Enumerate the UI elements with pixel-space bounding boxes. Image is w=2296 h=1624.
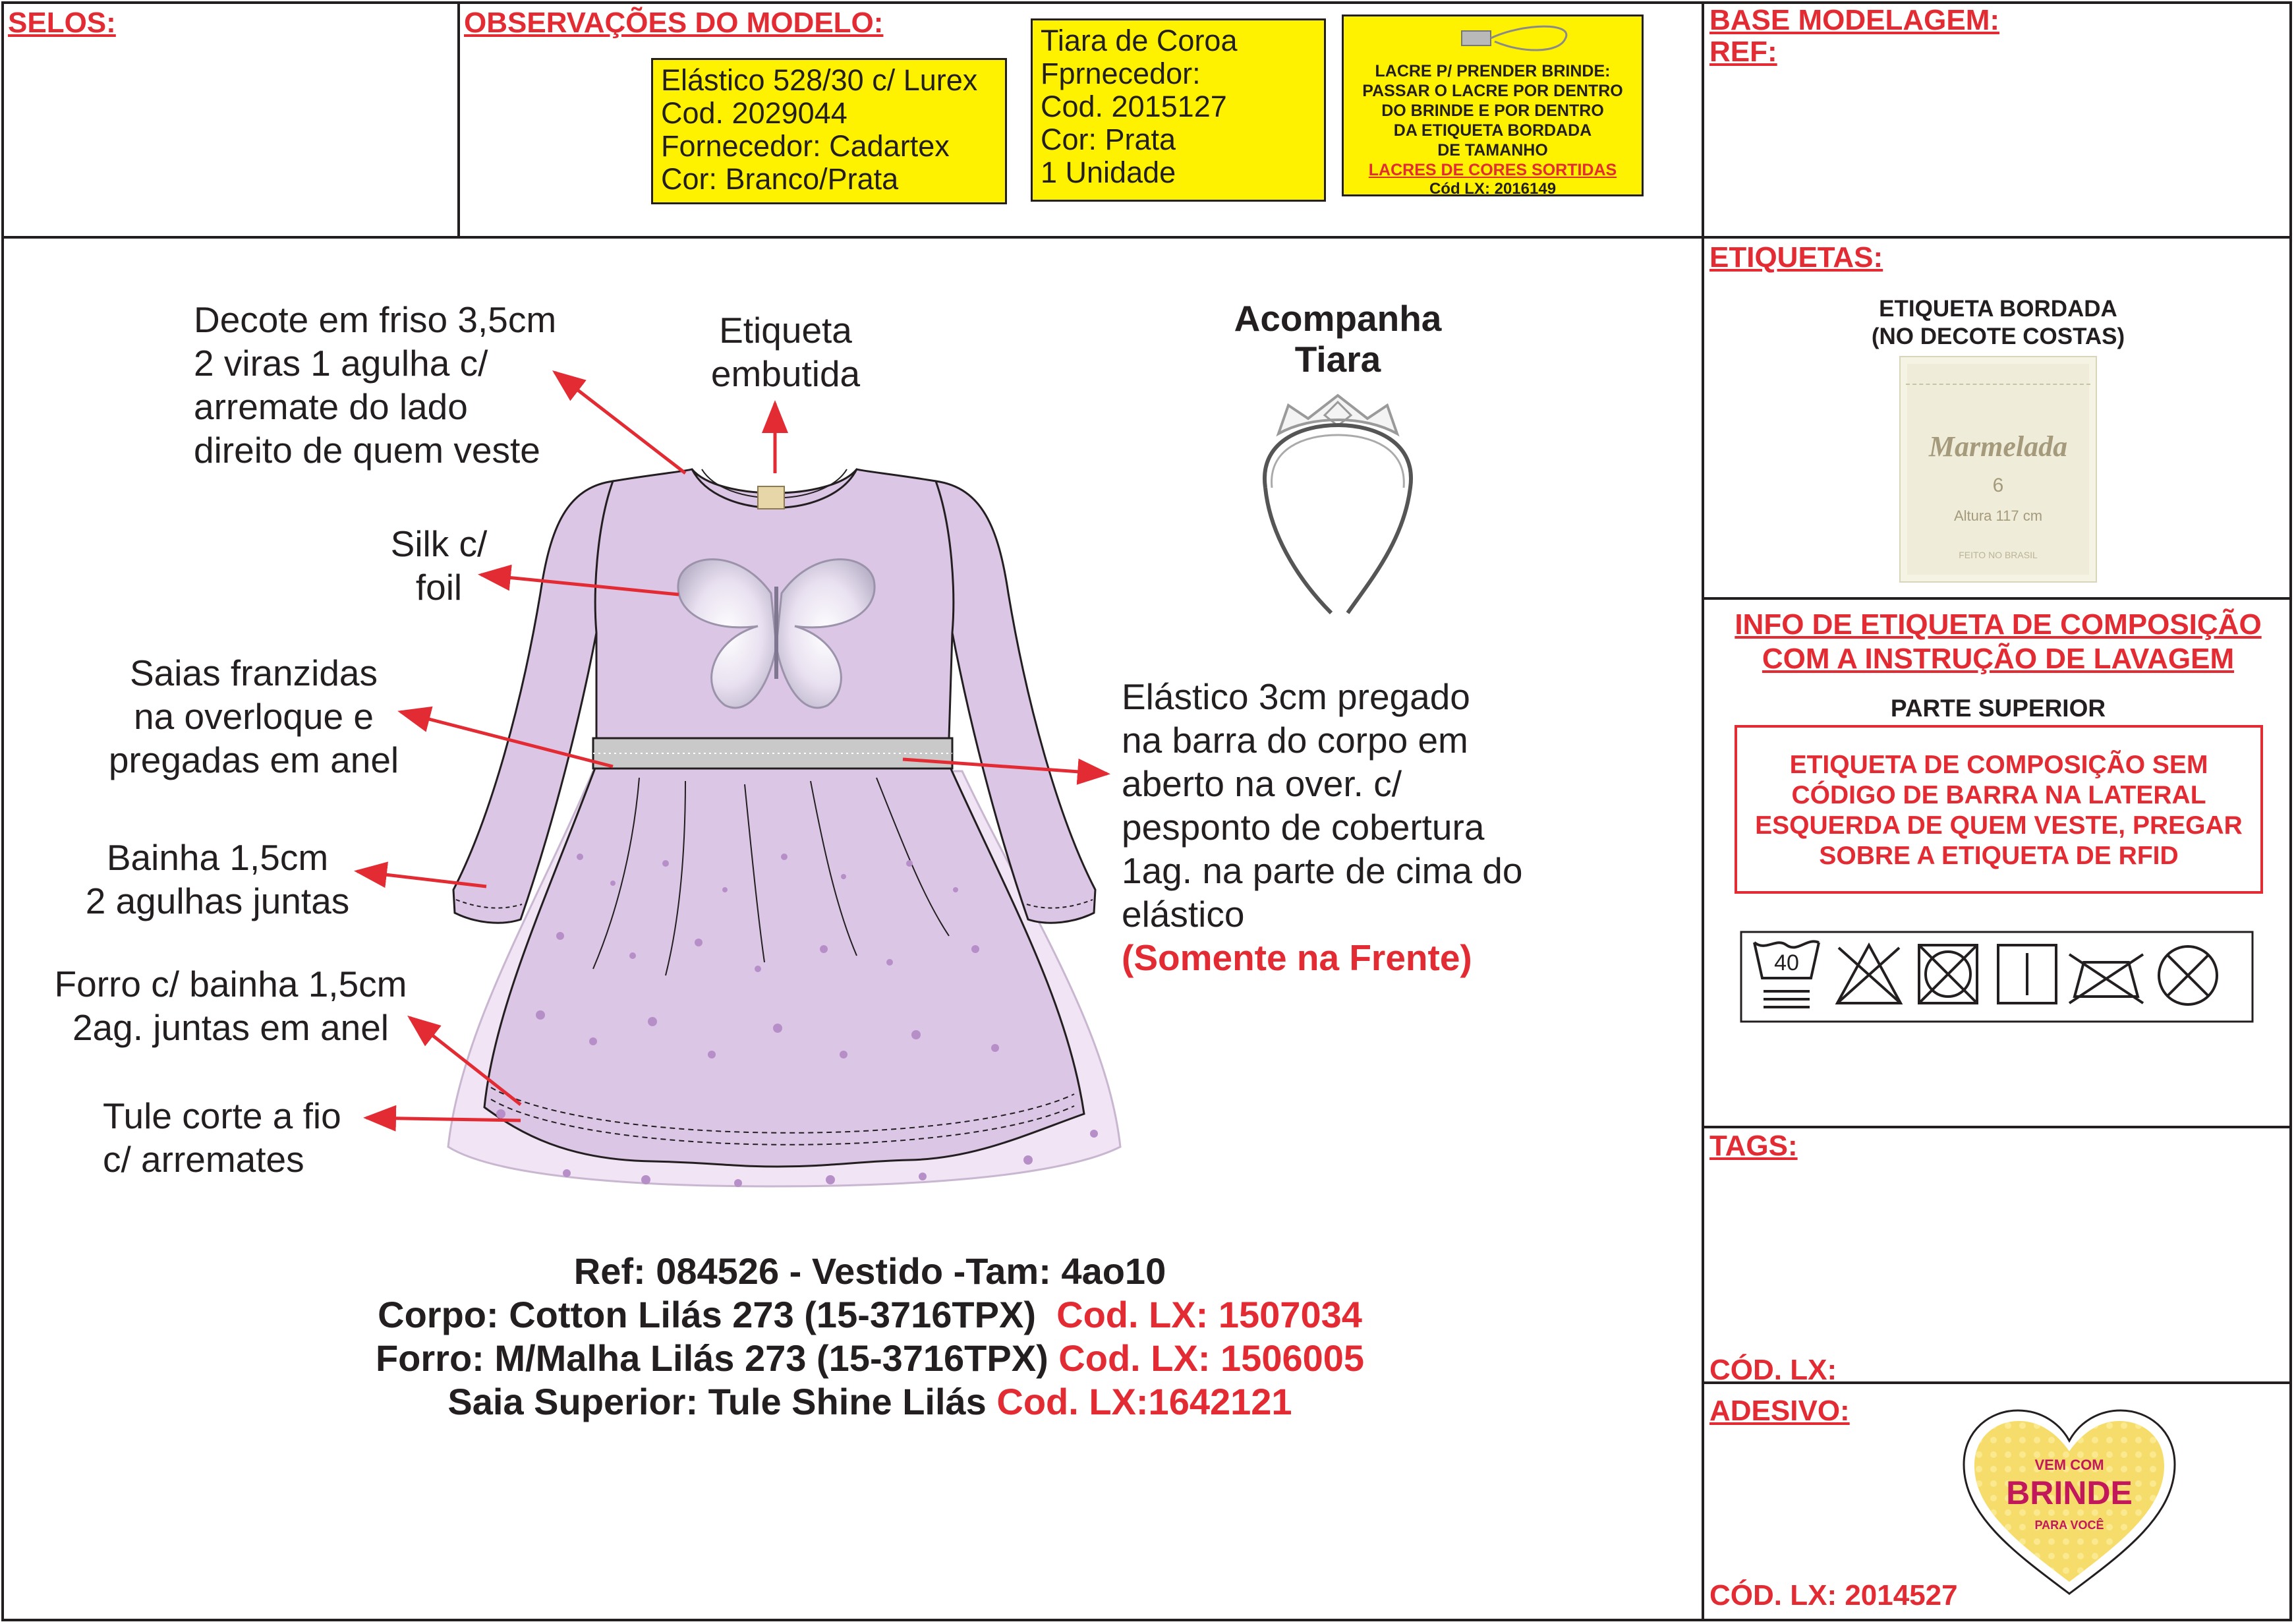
lacre-red-text: LACRES DE CORES SORTIDAS bbox=[1368, 161, 1617, 179]
spec-block bbox=[158, 1250, 1582, 1424]
somente-frente-note: (Somente na Frente) bbox=[1122, 937, 1472, 978]
corpo-cod: Cod. LX: 1507034 bbox=[1056, 1294, 1362, 1335]
spec-line-forro bbox=[158, 1337, 1582, 1380]
silk-foil-annotation: Silk c/ foil bbox=[390, 523, 488, 608]
adesivo-cod-lx: CÓD. LX: 2014527 bbox=[1709, 1579, 1958, 1611]
saias-annotation: Saias franzidas na overloque e pregadas em anel bbox=[108, 652, 399, 780]
observacoes-heading: OBSERVAÇÕES DO MODELO: bbox=[464, 7, 884, 39]
saia-cod: Cod. LX:1642121 bbox=[996, 1381, 1292, 1422]
acompanha-tiara-label: Acompanha Tiara bbox=[1234, 298, 1442, 380]
tule-annotation: Tule corte a fio c/ arremates bbox=[103, 1095, 341, 1180]
forro-text: Forro: M/Malha Lilás 273 (15-3716TPX) bbox=[375, 1337, 1048, 1379]
bainha-annotation: Bainha 1,5cm 2 agulhas juntas bbox=[85, 837, 350, 921]
do-not-iron-icon bbox=[2069, 954, 2143, 1003]
saia-text: Saia Superior: Tule Shine Lilás bbox=[447, 1381, 987, 1422]
label-size: 6 bbox=[1992, 475, 2004, 496]
brinde-sticker bbox=[1957, 1404, 2181, 1602]
spec-line-corpo bbox=[158, 1293, 1582, 1337]
parte-superior-label: PARTE SUPERIOR bbox=[1890, 695, 2106, 722]
label-height: Altura 117 cm bbox=[1953, 508, 2043, 524]
adesivo-heading: ADESIVO: bbox=[1709, 1395, 1850, 1427]
elastico-info-text: Elástico 528/30 c/ Lurex Cod. 2029044 Fornecedor: Cadartex Cor: Branco/Prata bbox=[661, 63, 978, 196]
elastico-3cm-annotation: Elástico 3cm pregado na barra do corpo em aberto na over. c/ pesponto de cobertura 1ag. na parte de cima do elástico bbox=[1122, 676, 1523, 935]
spec-line-ref: Ref: 084526 - Vestido -Tam: 4ao10 bbox=[573, 1250, 1166, 1292]
lacre-cod: Cód LX: 2016149 bbox=[1429, 180, 1557, 198]
ref-heading: REF: bbox=[1709, 36, 1777, 68]
forro-cod: Cod. LX: 1506005 bbox=[1058, 1337, 1365, 1379]
etiquetas-heading: ETIQUETAS: bbox=[1709, 241, 1883, 274]
wash-temp: 40 bbox=[1774, 950, 1799, 975]
composicao-box: ETIQUETA DE COMPOSIÇÃO SEM CÓDIGO DE BARRA NA LATERAL ESQUERDA DE QUEM VESTE, PREGAR SOBRE A ETIQUETA DE RFID bbox=[1735, 725, 2263, 894]
wash-symbols bbox=[1740, 931, 2254, 1023]
sticker-text-bottom: PARA VOCÊ bbox=[2034, 1519, 2104, 1532]
spec-line-saia bbox=[158, 1380, 1582, 1424]
tiara-info-text: Tiara de Coroa Fprnecedor: Cod. 2015127 Cor: Prata 1 Unidade bbox=[1041, 24, 1238, 189]
tiara-illustration bbox=[1239, 389, 1437, 626]
decote-annotation: Decote em friso 3,5cm 2 viras 1 agulha c/ arremate do lado direito de quem veste bbox=[194, 299, 557, 471]
selos-heading: SELOS: bbox=[8, 7, 116, 39]
tags-cod-lx: CÓD. LX: bbox=[1709, 1354, 1837, 1386]
tags-heading: TAGS: bbox=[1709, 1130, 1798, 1162]
embroidered-label-image bbox=[1899, 356, 2097, 583]
etiqueta-embutida-annotation: Etiqueta embutida bbox=[710, 310, 861, 394]
corpo-text: Corpo: Cotton Lilás 273 (15-3716TPX) bbox=[378, 1294, 1036, 1335]
label-brand: Marmelada bbox=[1928, 430, 2068, 463]
forro-annotation: Forro c/ bainha 1,5cm 2ag. juntas em anel bbox=[54, 964, 407, 1048]
info-composicao-title: INFO DE ETIQUETA DE COMPOSIÇÃO COM A INSTRUÇÃO DE LAVAGEM bbox=[1735, 608, 2262, 675]
label-country: FEITO NO BRASIL bbox=[1959, 550, 2038, 560]
sticker-text-middle: BRINDE bbox=[2006, 1474, 2133, 1511]
lacre-text: LACRE P/ PRENDER BRINDE: PASSAR O LACRE POR DENTRO DO BRINDE E POR DENTRO DA ETIQUETA BORDADA DE TAMANHO bbox=[1362, 62, 1623, 160]
etiqueta-bordada-title: ETIQUETA BORDADA (NO DECOTE COSTAS) bbox=[1871, 296, 2125, 349]
base-modelagem-heading: BASE MODELAGEM: bbox=[1709, 4, 1999, 36]
sticker-text-top: VEM COM bbox=[2034, 1457, 2104, 1473]
